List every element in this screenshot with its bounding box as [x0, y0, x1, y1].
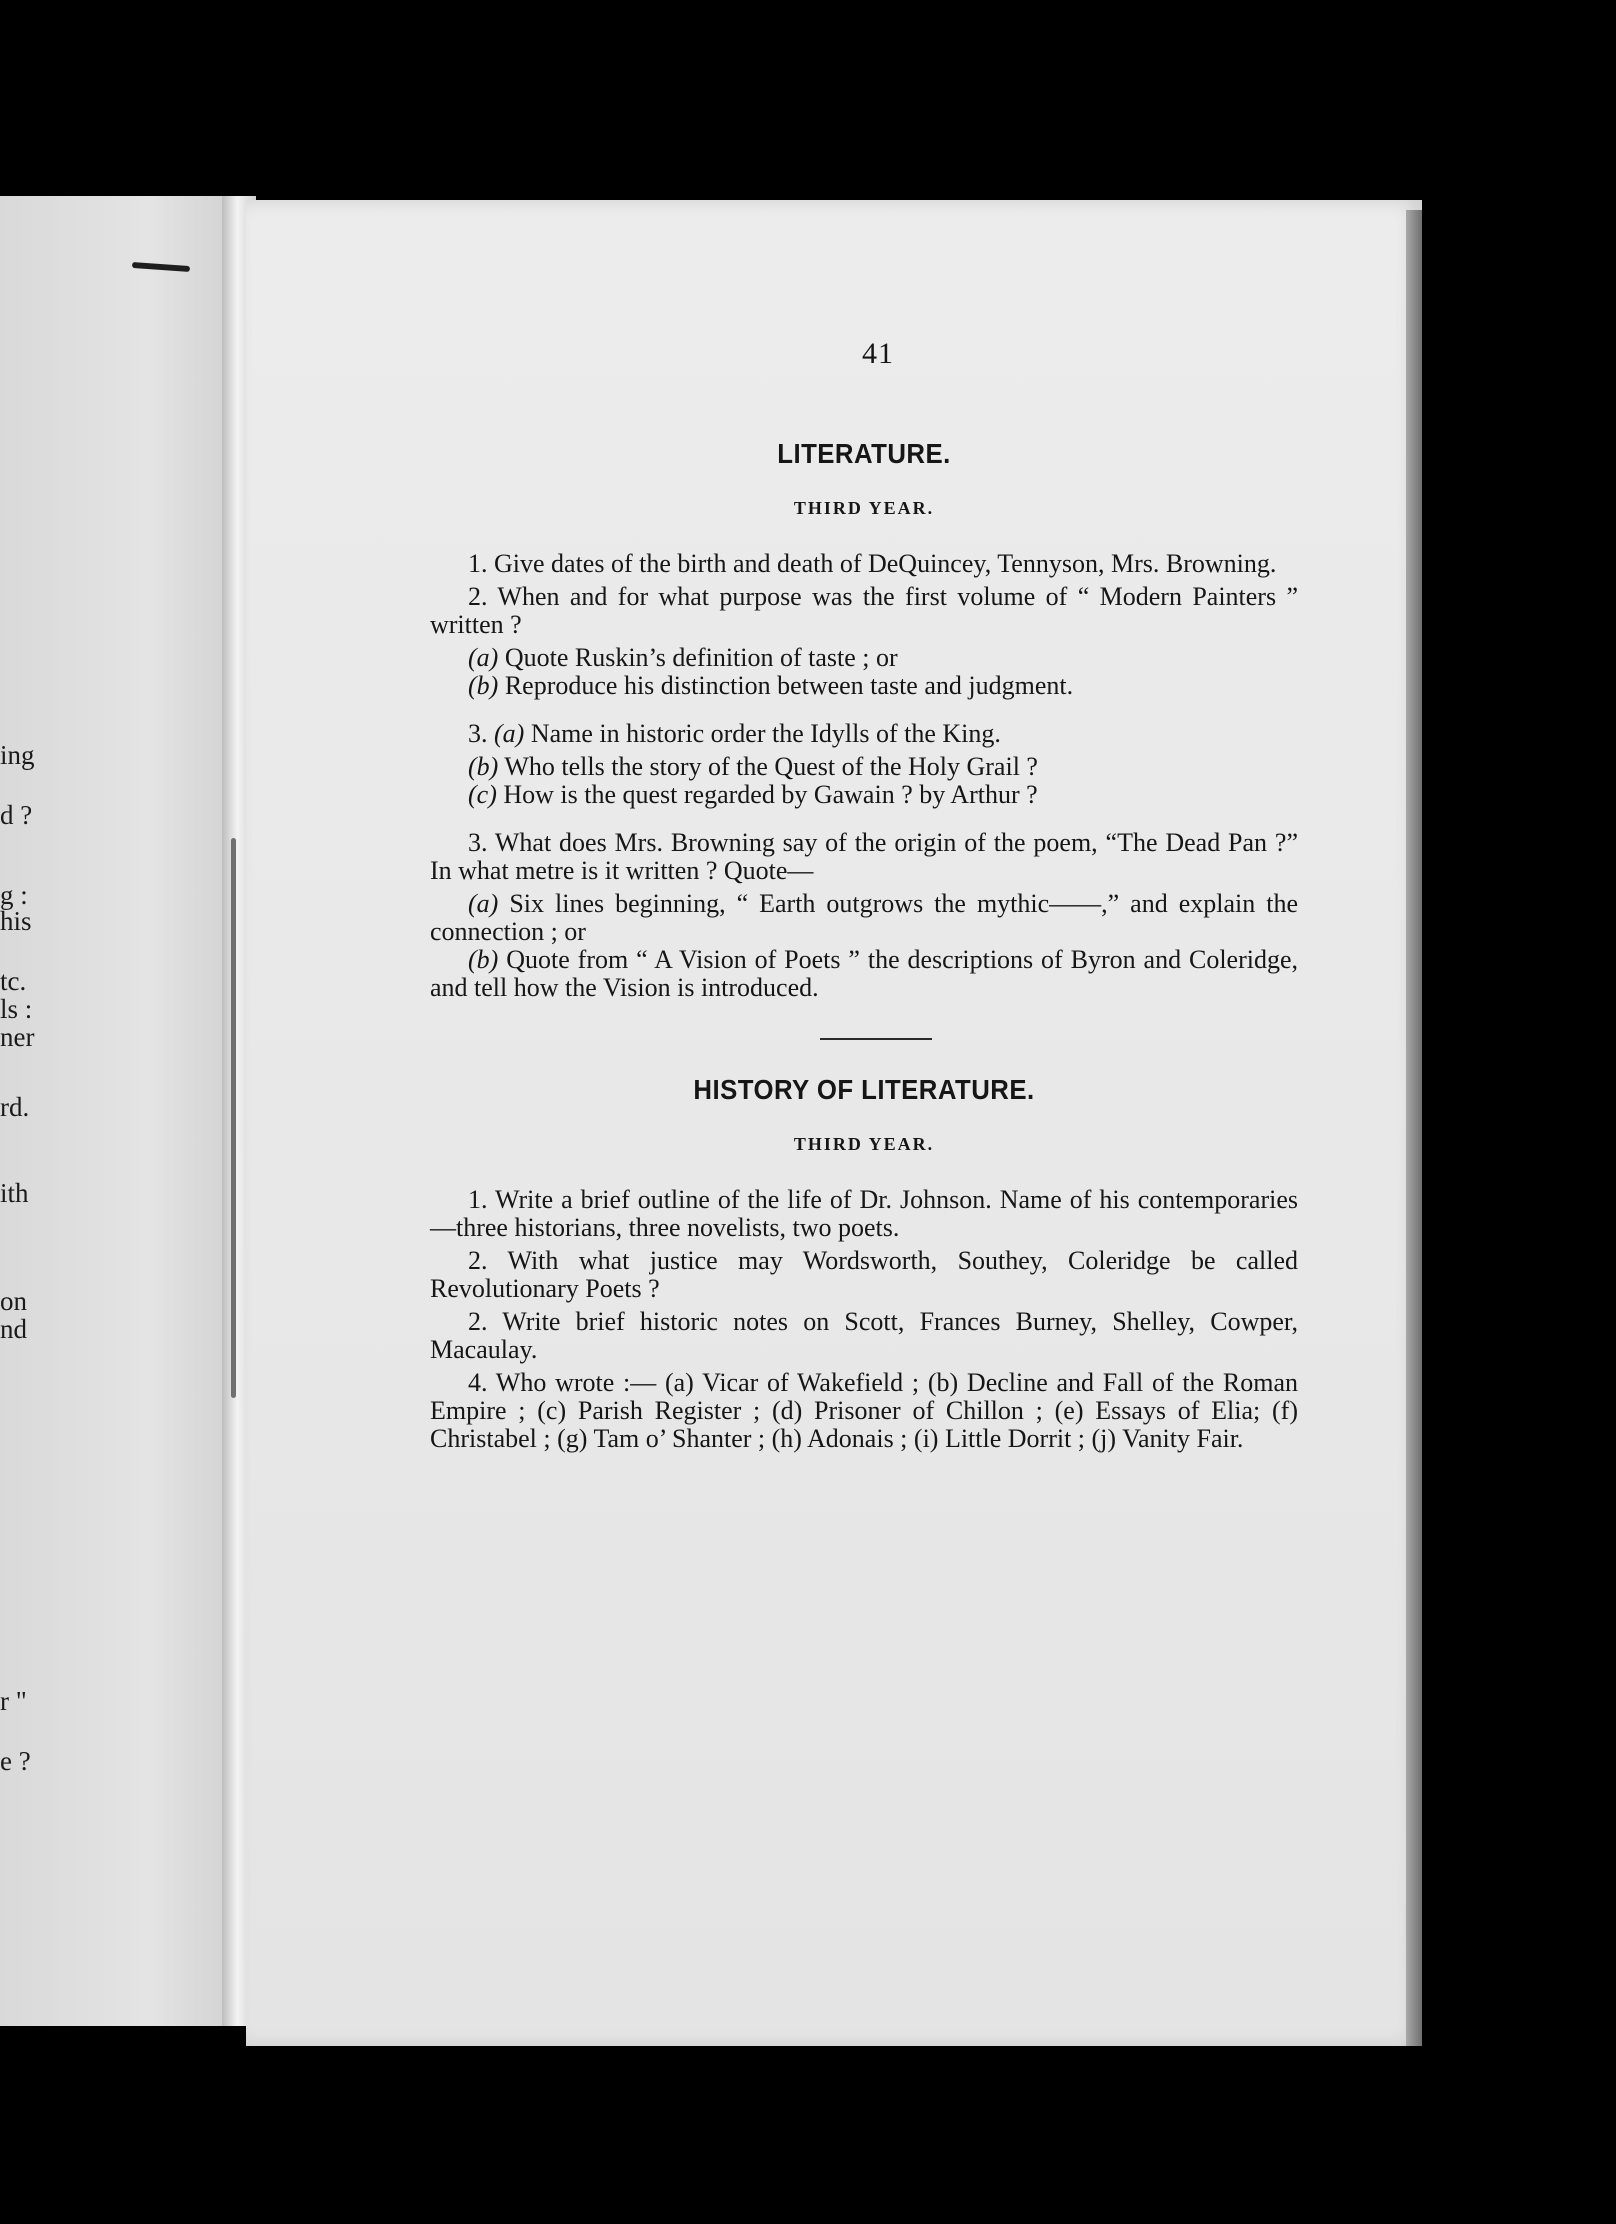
literature-section: [430, 440, 1298, 1002]
part-tag: (b): [468, 752, 499, 781]
left-page-fragment: ith: [0, 1178, 29, 1208]
left-page-fragment: ls :: [0, 994, 33, 1024]
section-divider: [820, 1038, 932, 1040]
part-text: Quote Ruskin’s definition of taste ; or: [504, 643, 898, 672]
question-number: 3.: [468, 828, 488, 857]
question-text: With what justice may Wordsworth, Southey, Coleridge be called Revolutionary Poets ?: [430, 1246, 1298, 1303]
question-text: Write brief historic notes on Scott, Frances Burney, Shelley, Cowper, Macaulay.: [430, 1307, 1298, 1364]
part-tag: (b): [468, 945, 499, 974]
part-tag: (a): [494, 719, 525, 748]
left-page-fragment: g :: [0, 880, 28, 910]
question: [430, 1247, 1298, 1303]
question: [430, 720, 1298, 748]
left-page-fragment: r ": [0, 1686, 27, 1716]
part-tag: (a): [468, 643, 499, 672]
left-page-fragment: e ?: [0, 1746, 31, 1776]
left-page-fragment: d ?: [0, 800, 33, 830]
left-page: [0, 196, 250, 2026]
question-number: 2.: [468, 582, 488, 611]
part-tag: (b): [468, 671, 499, 700]
left-page-fragment: ing: [0, 740, 35, 770]
question-number: 1.: [468, 549, 488, 578]
question-part: [430, 753, 1298, 781]
question-part: [430, 890, 1298, 946]
part-text: Quote from “ A Vision of Poets ” the descriptions of Byron and Coleridge, and tell how the Vision is introduced.: [430, 945, 1298, 1002]
left-page-fragment: on: [0, 1286, 27, 1316]
question-part: [430, 644, 1298, 672]
part-text: How is the quest regarded by Gawain ? by Arthur ?: [503, 780, 1038, 809]
page-edge-shadow: [1406, 210, 1422, 2046]
binding-thread: [231, 838, 236, 1398]
question: [430, 583, 1298, 639]
question-part: [430, 946, 1298, 1002]
question-text: Write a brief outline of the life of Dr. Johnson. Name of his contemporaries—three historians, three novelists, two poets.: [430, 1185, 1298, 1242]
history-section: [430, 1076, 1298, 1453]
part-tag: (a): [468, 889, 499, 918]
left-page-fragment: his: [0, 906, 32, 936]
question-part: [430, 781, 1298, 809]
question-text: Give dates of the birth and death of DeQuincey, Tennyson, Mrs. Browning.: [494, 549, 1277, 578]
section-subtitle: THIRD YEAR.: [793, 498, 935, 518]
left-page-fragment: tc.: [0, 966, 27, 996]
part-tag: (c): [468, 780, 497, 809]
part-text: Who tells the story of the Quest of the Holy Grail ?: [504, 752, 1038, 781]
question: [430, 1369, 1298, 1453]
question-text: When and for what purpose was the first volume of “ Modern Painters ” written ?: [430, 582, 1299, 639]
left-page-fragment: ner: [0, 1022, 35, 1052]
left-page-fragment: nd: [0, 1314, 27, 1344]
question-number: 3.: [468, 719, 488, 748]
part-text: Reproduce his distinction between taste and judgment.: [504, 671, 1074, 700]
section-subtitle: THIRD YEAR.: [793, 1134, 935, 1154]
section-title: HISTORY OF LITERATURE.: [693, 1074, 1035, 1105]
question: [430, 1308, 1298, 1364]
question: [430, 1186, 1298, 1242]
question-text: Name in historic order the Idylls of the King.: [530, 719, 1001, 748]
part-text: Six lines beginning, “ Earth outgrows the mythic——,” and explain the connection ; or: [430, 889, 1298, 946]
question-text: What does Mrs. Browning say of the origin of the poem, “The Dead Pan ?” In what metre is it written ? Quote—: [430, 828, 1298, 885]
section-title: LITERATURE.: [777, 438, 951, 469]
question: [430, 550, 1298, 578]
question-text: Who wrote :— (a) Vicar of Wakefield ; (b) Decline and Fall of the Roman Empire ; (c) Parish Register ; (d) Prisoner of Chillon ; (e) Essays of Elia; (f) Christabel ; (g) Tam o’ Shanter ; (h) Adonais ; (i) Little Dorrit ; (j) Vanity Fair.: [430, 1368, 1299, 1453]
question-number: 1.: [468, 1185, 488, 1214]
page-content: [430, 337, 1299, 1458]
left-page-fragment: rd.: [0, 1092, 30, 1122]
question-number: 2.: [468, 1246, 488, 1275]
question: [430, 829, 1298, 885]
question-number: 2.: [468, 1307, 488, 1336]
question-number: 4.: [468, 1368, 488, 1397]
question-part: [430, 672, 1298, 700]
page-number: 41: [862, 337, 894, 370]
